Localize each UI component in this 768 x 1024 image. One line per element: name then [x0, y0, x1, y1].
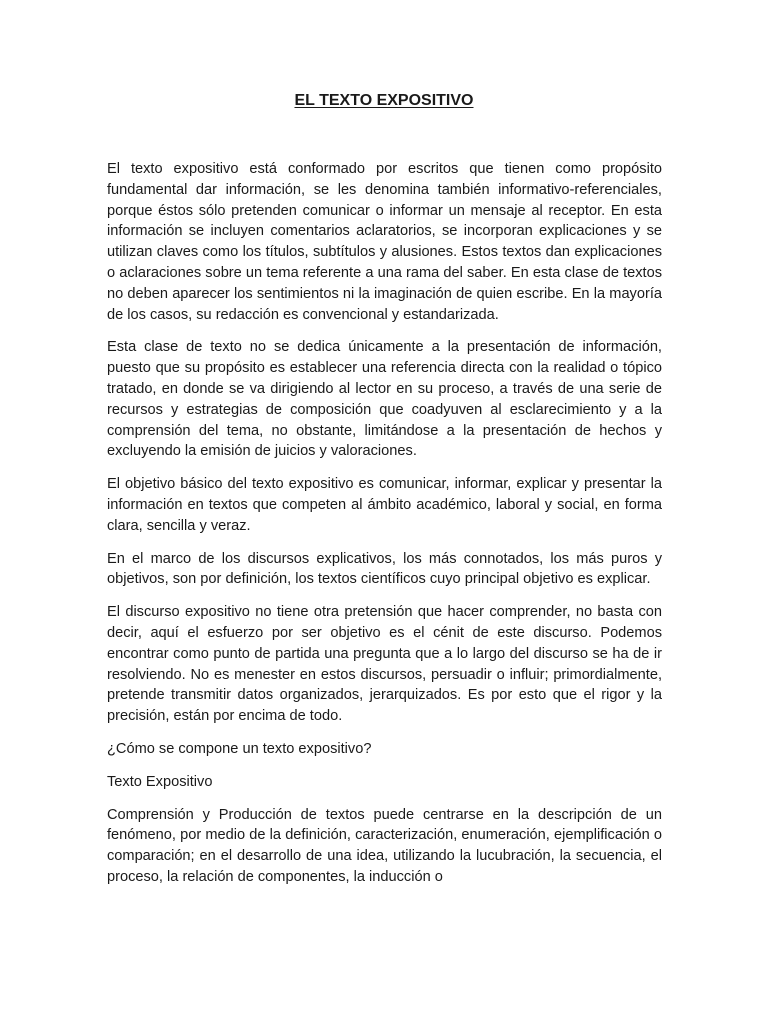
document-body: [107, 159, 662, 888]
paragraph-purpose: Esta clase de texto no se dedica únicamente a la presentación de información, puesto que su propósito es establecer una referencia directa con la realidad o tópico tratado, en donde se va dirigiendo al lector en su proceso, a través de una serie de recursos y estrategias de composición que coadyuven al esclarecimiento y a la comprensión del tema, no obstante, limitándose a la presentación de hechos y excluyendo la emisión de juicios y valoraciones.: [107, 339, 662, 460]
document-title-text: EL TEXTO EXPOSITIVO: [294, 92, 474, 109]
paragraph-comprehension: Comprensión y Producción de textos puede centrarse en la descripción de un fenómeno, por medio de la definición, caracterización, enumeración, ejemplificación o comparación; en el desarrollo de una idea, utilizando la lucubración, la secuencia, el proceso, la relación de componentes, la inducción o: [107, 806, 662, 885]
document-title: [0, 91, 768, 111]
paragraph-explanatory-discourse: En el marco de los discursos explicativos, los más connotados, los más puros y objetivos, son por definición, los textos científicos cuyo principal objetivo es explicar.: [107, 550, 662, 588]
paragraph-expository-discourse: El discurso expositivo no tiene otra pretensión que hacer comprender, no basta con decir, aquí el esfuerzo por ser objetivo es el cénit de este discurso. Podemos encontrar como punto de partida una pregunta que a lo largo del discurso se ha de ir resolviendo. No es menester en estos discursos, persuadir o influir; primordialmente, pretende transmitir datos organizados, jerarquizados. Es por esto que el rigor y la precisión, están por encima de todo.: [107, 604, 662, 725]
paragraph-objective: El objetivo básico del texto expositivo es comunicar, informar, explicar y presentar la información en textos que competen al ámbito académico, laboral y social, en forma clara, sencilla y veraz.: [107, 476, 662, 534]
paragraph-question: ¿Cómo se compone un texto expositivo?: [107, 740, 372, 757]
paragraph-subheading: Texto Expositivo: [107, 773, 213, 790]
paragraph-intro: El texto expositivo está conformado por escritos que tienen como propósito fundamental dar información, se les denomina también informativo-referenciales, porque éstos sólo pretenden comunicar o informar un mensaje al receptor. En esta información se incluyen comentarios aclaratorios, se incorporan explicaciones y se utilizan claves como los títulos, subtítulos y alusiones. Estos textos dan explicaciones o aclaraciones sobre un tema referente a una rama del saber. En esta clase de textos no deben aparecer los sentimientos ni la imaginación de quien escribe. En la mayoría de los casos, su redacción es convencional y estandarizada.: [107, 161, 662, 323]
